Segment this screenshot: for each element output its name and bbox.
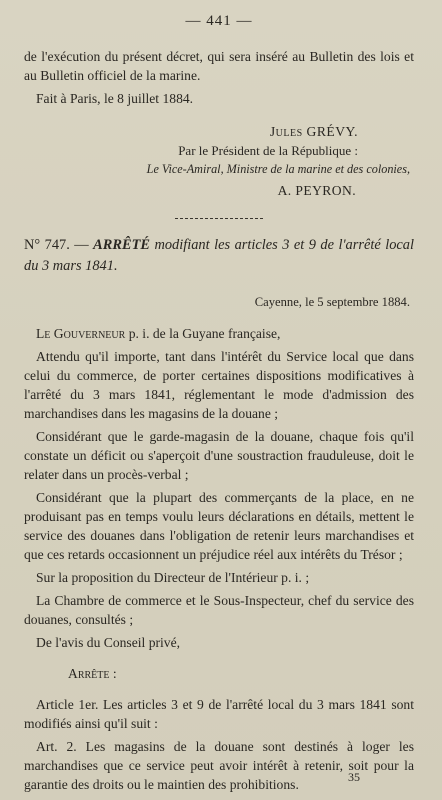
signature-minister-title: Le Vice-Amiral, Ministre de la marine et des colonies,: [146, 162, 410, 176]
paragraph-chambre: La Chambre de commerce et le Sous-Inspecteur, chef du service des douanes, consultés ;: [24, 593, 414, 627]
section-divider: [175, 218, 263, 219]
decree-heading-rest: modifiant les articles 3 et 9 de l'arrêté local du 3 mars 1841.: [24, 237, 414, 274]
gouverneur-rest: p. i. de la Guyane française,: [128, 326, 281, 341]
paragraph-execution: de l'exécution du présent décret, qui sera inséré au Bulletin des lois et au Bulletin officiel de la marine.: [24, 49, 414, 83]
article-2: Art. 2. Les magasins de la douane sont destinés à loger les marchandises que ce service peut avoir intérêt à retenir, soit pour la garantie des droits ou le maintien des prohibitions.: [24, 739, 414, 792]
gouverneur-word: Le Gouverneur: [36, 326, 126, 341]
signature-par-le-president: Par le Président de la République :: [178, 143, 358, 158]
fait-a-paris: Fait à Paris, le 8 juillet 1884.: [36, 91, 194, 106]
decree-heading: [24, 235, 414, 277]
paragraph-attendu: Attendu qu'il importe, tant dans l'intérêt du Service local que dans celui du commerce, de porter certaines dispositions modificatives à l'arrêté du 3 mars 1841, réglementant le mode d'admission des marchandises dans les magasins de la douane ;: [24, 349, 414, 421]
paragraph-considerant-1: Considérant que le garde-magasin de la douane, chaque fois qu'il constate un déficit ou s'aperçoit d'une soustraction frauduleuse, doit le relater dans un procès-verbal ;: [24, 429, 414, 482]
decree-arrete-word: ARRÊTÉ: [93, 237, 150, 253]
paragraph-considerant-2: Considérant que la plupart des commerçants de la place, en ne produisant pas en temps voulu leurs déclarations en détails, mettent le service des douanes dans l'obligation de retenir leurs marchandises et que ces retards occasionnent un préjudice réel aux intérêts du Trésor ;: [24, 490, 414, 562]
article-1-text: Les articles 3 et 9 de l'arrêté local du 3 mars 1841 sont modifiés ainsi qu'il suit :: [24, 697, 414, 731]
dateline: Cayenne, le 5 septembre 1884.: [254, 295, 410, 309]
signature-peyron: A. PEYRON.: [277, 183, 356, 198]
gouverneur-line: [24, 324, 414, 343]
footer-page-number: 35: [348, 770, 360, 784]
page-number: — 441 —: [185, 13, 253, 29]
arrete-label: Arrête :: [68, 666, 117, 681]
article-1: [24, 695, 414, 733]
signature-grevy: Jules GRÉVY.: [269, 124, 358, 139]
article-1-label: Article 1er.: [36, 697, 99, 712]
decree-number: N° 747. —: [24, 237, 89, 253]
paragraph-avis: De l'avis du Conseil privé,: [36, 635, 181, 650]
paragraph-sur-proposition: Sur la proposition du Directeur de l'Intérieur p. i. ;: [36, 570, 310, 585]
